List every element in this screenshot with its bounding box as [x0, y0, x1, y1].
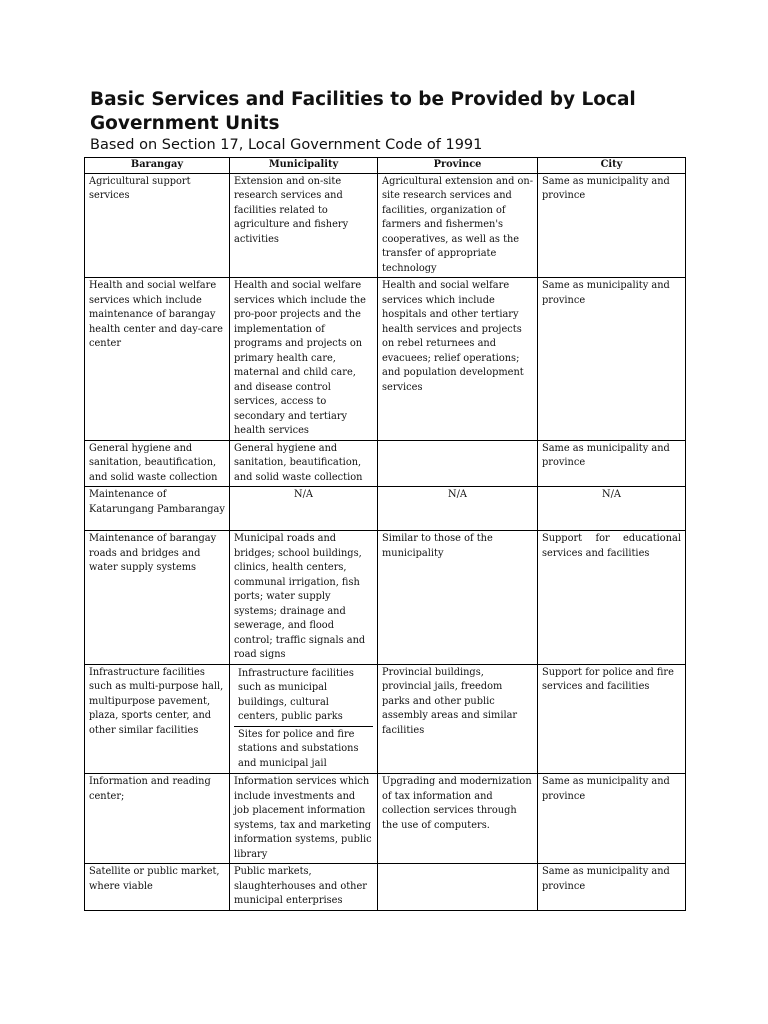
cell-municipality: Municipal roads and bridges; school buildings, clinics, health centers, communal irrigation, fish ports; water supply systems; drainage and sewerage, and flood control; traffic signals and road signs: [230, 531, 378, 665]
cell-city: Same as municipality and province: [538, 440, 686, 487]
header-municipality: Municipality: [230, 158, 378, 174]
table-row: [85, 664, 686, 774]
cell-province: Agricultural extension and on-site research services and facilities, organization of farmers and fishermen's cooperatives, as well as the transfer of appropriate technology: [378, 173, 538, 278]
cell-city: N/A: [538, 487, 686, 531]
cell-municipality: Health and social welfare services which include the pro-poor projects and the implementation of programs and projects on primary health care, maternal and child care, and disease control services, access to secondary and tertiary health services: [230, 278, 378, 441]
cell-barangay: Infrastructure facilities such as multi-purpose hall, multipurpose pavement, plaza, sports center, and other similar facilities: [85, 664, 230, 774]
cell-municipality-part-b: Sites for police and fire stations and substations and municipal jail: [238, 728, 359, 769]
cell-city: Same as municipality and province: [538, 173, 686, 278]
header-row: [85, 158, 686, 174]
header-city: City: [538, 158, 686, 174]
cell-municipality: Extension and on-site research services and facilities related to agriculture and fishery activities: [230, 173, 378, 278]
cell-province: Provincial buildings, provincial jails, freedom parks and other public assembly areas and similar facilities: [378, 664, 538, 774]
table-row: [85, 531, 686, 665]
cell-province: [378, 864, 538, 911]
cell-province: Health and social welfare services which include hospitals and other tertiary health services and projects on rebel returnees and evacuees; relief operations; and population development services: [378, 278, 538, 441]
cell-city: Same as municipality and province: [538, 278, 686, 441]
cell-barangay: Health and social welfare services which include maintenance of barangay health center and day-care center: [85, 278, 230, 441]
document-subtitle: Based on Section 17, Local Government Code of 1991: [90, 137, 483, 153]
cell-municipality-part-a: Infrastructure facilities such as municipal buildings, cultural centers, public parks: [234, 666, 373, 727]
cell-municipality: Information services which include investments and job placement information systems, tax and marketing information systems, public library: [230, 774, 378, 864]
cell-barangay: Maintenance of Katarungang Pambarangay: [85, 487, 230, 531]
header-province: Province: [378, 158, 538, 174]
table-row: [85, 173, 686, 278]
table-row: [85, 278, 686, 441]
cell-city: Same as municipality and province: [538, 864, 686, 911]
cell-barangay: Satellite or public market, where viable: [85, 864, 230, 911]
cell-province: [378, 440, 538, 487]
cell-municipality: General hygiene and sanitation, beautification, and solid waste collection: [230, 440, 378, 487]
header-barangay: Barangay: [85, 158, 230, 174]
table-row: [85, 864, 686, 911]
cell-barangay: General hygiene and sanitation, beautification, and solid waste collection: [85, 440, 230, 487]
services-table: [84, 157, 686, 911]
table-header: [85, 158, 686, 174]
cell-barangay: Agricultural support services: [85, 173, 230, 278]
cell-municipality-split: [230, 664, 378, 774]
table-row: [85, 487, 686, 531]
table-row: [85, 774, 686, 864]
table-row: [85, 440, 686, 487]
cell-city: Same as municipality and province: [538, 774, 686, 864]
cell-municipality: N/A: [230, 487, 378, 531]
cell-barangay: Maintenance of barangay roads and bridges and water supply systems: [85, 531, 230, 665]
cell-province: N/A: [378, 487, 538, 531]
cell-city: Support for police and fire services and facilities: [538, 664, 686, 774]
cell-city: Support for educational services and facilities: [538, 531, 686, 665]
document-title: Basic Services and Facilities to be Provided by Local Government Units: [90, 89, 636, 134]
cell-barangay: Information and reading center;: [85, 774, 230, 864]
table-body: [85, 173, 686, 910]
cell-province: Similar to those of the municipality: [378, 531, 538, 665]
cell-province: Upgrading and modernization of tax information and collection services through the use of computers.: [378, 774, 538, 864]
cell-municipality: Public markets, slaughterhouses and other municipal enterprises: [230, 864, 378, 911]
